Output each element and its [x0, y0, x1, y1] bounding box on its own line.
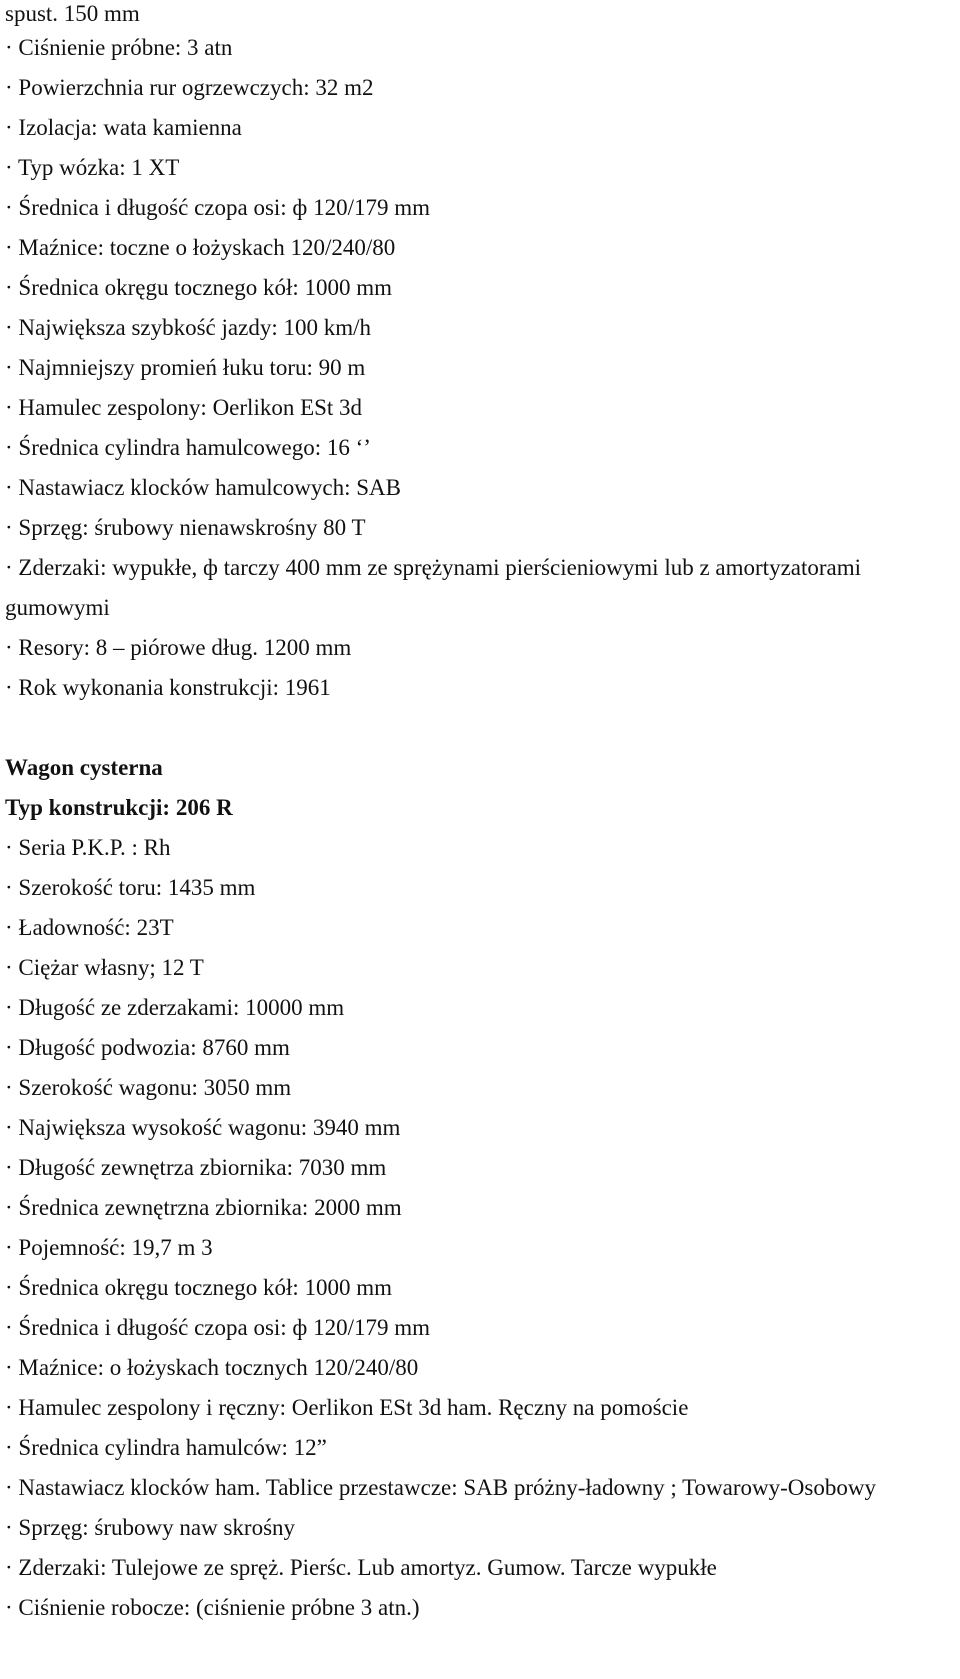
spec-line: · Ciężar własny; 12 T: [5, 955, 204, 980]
spec-line: · Zderzaki: wypukłe, ф tarczy 400 mm ze sprężynami pierścieniowymi lub z amortyzatorami gumowymi: [5, 555, 862, 620]
spec-section-tank-wagon: [5, 748, 955, 1628]
spec-line: · Powierzchnia rur ogrzewczych: 32 m2: [5, 75, 374, 100]
spec-line: · Najmniejszy promień łuku toru: 90 m: [5, 355, 366, 380]
spec-line: · Średnica zewnętrzna zbiornika: 2000 mm: [5, 1195, 402, 1220]
spec-line: · Typ wózka: 1 XT: [5, 155, 180, 180]
spec-line: · Ciśnienie robocze: (ciśnienie próbne 3 atn.): [5, 1595, 420, 1620]
spec-line: · Resory: 8 – piórowe dług. 1200 mm: [5, 635, 352, 660]
spec-line: · Szerokość toru: 1435 mm: [5, 875, 256, 900]
spec-line: · Średnica i długość czopa osi: ф 120/179 mm: [5, 195, 430, 220]
spec-line: · Hamulec zespolony i ręczny: Oerlikon ESt 3d ham. Ręczny na pomoście: [5, 1395, 689, 1420]
spec-line: · Średnica okręgu tocznego kół: 1000 mm: [5, 1275, 393, 1300]
spec-line: · Zderzaki: Tulejowe ze spręż. Pierśc. Lub amortyz. Gumow. Tarcze wypukłe: [5, 1555, 717, 1580]
spec-line: · Nastawiacz klocków ham. Tablice przestawcze: SAB próżny-ładowny ; Towarowy-Osobowy: [5, 1475, 876, 1500]
spec-line: · Szerokość wagonu: 3050 mm: [5, 1075, 292, 1100]
spec-line: · Średnica cylindra hamulców: 12”: [5, 1435, 327, 1460]
spec-section-heating-wagon: [5, 0, 955, 708]
spec-line: · Średnica cylindra hamulcowego: 16 ‘’: [5, 435, 371, 460]
spec-line: · Pojemność: 19,7 m 3: [5, 1235, 213, 1260]
spec-line: · Seria P.K.P. : Rh: [5, 835, 171, 860]
spec-line: · Rok wykonania konstrukcji: 1961: [5, 675, 331, 700]
section-title: Wagon cysterna: [5, 755, 163, 780]
spec-line: · Nastawiacz klocków hamulcowych: SAB: [5, 475, 402, 500]
spec-line: · Hamulec zespolony: Oerlikon ESt 3d: [5, 395, 363, 420]
spec-line: · Maźnice: toczne o łożyskach 120/240/80: [5, 235, 396, 260]
spec-line: spust. 150 mm: [5, 1, 140, 26]
spec-line: · Średnica i długość czopa osi: ф 120/179 mm: [5, 1315, 430, 1340]
spec-line: · Sprzęg: śrubowy nienawskrośny 80 T: [5, 515, 366, 540]
spec-line: · Długość podwozia: 8760 mm: [5, 1035, 290, 1060]
document-page: [5, 0, 955, 1628]
spec-line: · Ładowność: 23T: [5, 915, 174, 940]
spec-line: · Największa szybkość jazdy: 100 km/h: [5, 315, 371, 340]
spec-line: · Sprzęg: śrubowy naw skrośny: [5, 1515, 296, 1540]
spec-line: · Największa wysokość wagonu: 3940 mm: [5, 1115, 401, 1140]
section-subtitle: Typ konstrukcji: 206 R: [5, 795, 233, 820]
spec-line: · Maźnice: o łożyskach tocznych 120/240/80: [5, 1355, 419, 1380]
spec-line: · Ciśnienie próbne: 3 atn: [5, 35, 233, 60]
spec-line: · Średnica okręgu tocznego kół: 1000 mm: [5, 275, 393, 300]
spec-line: · Długość zewnętrza zbiornika: 7030 mm: [5, 1155, 387, 1180]
section-spacer: [5, 708, 955, 748]
spec-line: · Izolacja: wata kamienna: [5, 115, 242, 140]
spec-line: · Długość ze zderzakami: 10000 mm: [5, 995, 345, 1020]
